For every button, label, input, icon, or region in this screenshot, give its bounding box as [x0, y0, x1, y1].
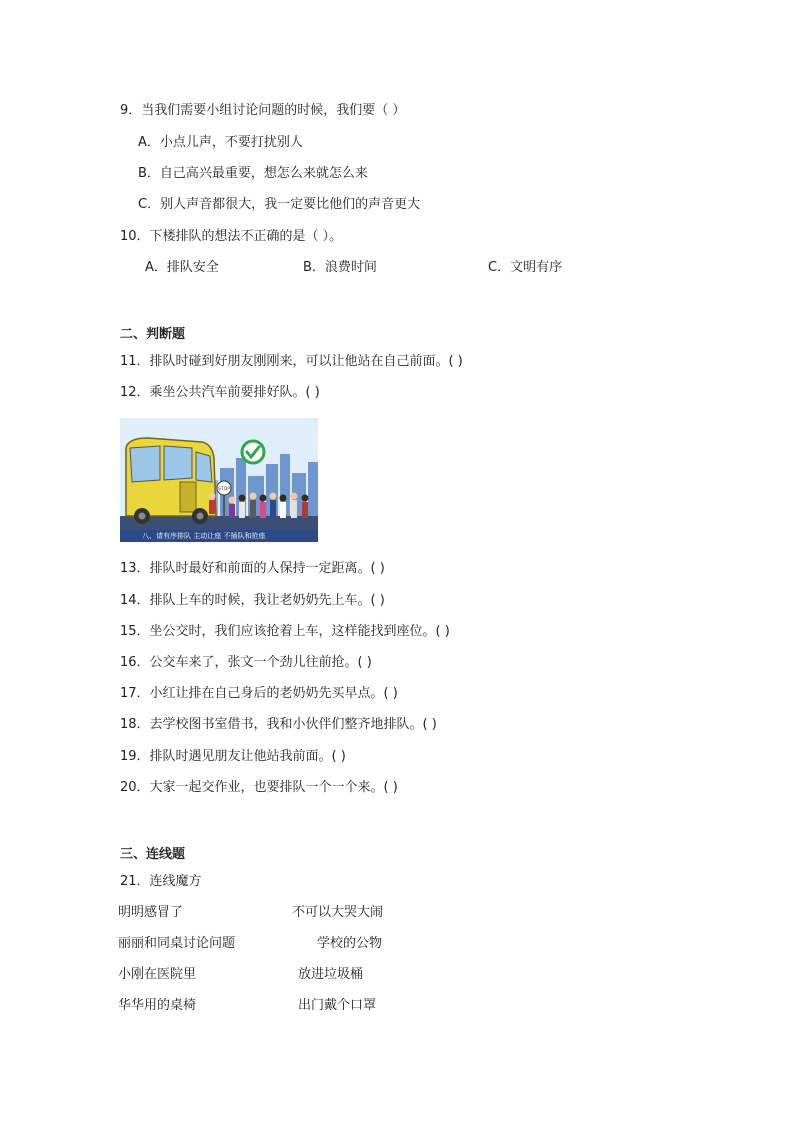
q9-option-c: C．别人声音都很大，我一定要比他们的声音更大 [138, 197, 421, 212]
question-9: 9．当我们需要小组讨论问题的时候，我们要（ ） [120, 103, 406, 118]
q9-option-a: A．小点儿声，不要打扰别人 [138, 135, 303, 150]
match-right-2: 学校的公物 [317, 936, 383, 951]
question-14: 14．排队上车的时候，我让老奶奶先上车。( ) [120, 593, 385, 608]
question-10: 10．下楼排队的想法不正确的是（ ）。 [120, 229, 343, 244]
question-21: 21．连线魔方 [120, 874, 202, 889]
bus-queue-image [120, 418, 318, 542]
section-2-title: 二、判断题 [120, 327, 186, 342]
q9-option-b: B．自己高兴最重要，想怎么来就怎么来 [138, 166, 368, 181]
q10-option-a: A．排队安全 [145, 260, 219, 275]
question-15: 15．坐公交时，我们应该抢着上车，这样能找到座位。( ) [120, 624, 450, 639]
match-right-4: 出门戴个口罩 [298, 998, 377, 1013]
question-16: 16．公交车来了，张文一个劲儿往前抢。( ) [120, 655, 372, 670]
match-left-2: 丽丽和同桌讨论问题 [118, 936, 236, 951]
q10-option-c: C．文明有序 [488, 260, 563, 275]
illustration-caption: 八、请有序排队 主动让座 不插队和抢座 [120, 530, 318, 542]
match-right-1: 不可以大哭大闹 [292, 905, 384, 920]
q10-option-b: B．浪费时间 [303, 260, 377, 275]
section-3-title: 三、连线题 [120, 847, 186, 862]
question-20: 20．大家一起交作业，也要排队一个一个来。( ) [120, 780, 398, 795]
question-19: 19．排队时遇见朋友让他站我前面。( ) [120, 749, 346, 764]
svg-text:STOP: STOP [218, 487, 230, 492]
bus-icon [126, 438, 216, 524]
check-mark-icon [242, 441, 264, 463]
match-left-1: 明明感冒了 [118, 905, 184, 920]
match-left-3: 小刚在医院里 [118, 967, 197, 982]
question-13: 13．排队时最好和前面的人保持一定距离。( ) [120, 561, 385, 576]
question-12: 12．乘坐公共汽车前要排好队。( ) [120, 385, 320, 400]
match-right-3: 放进垃圾桶 [298, 967, 364, 982]
match-left-4: 华华用的桌椅 [118, 998, 197, 1013]
question-17: 17．小红让排在自己身后的老奶奶先买早点。( ) [120, 686, 398, 701]
bus-queue-illustration [120, 418, 318, 542]
question-11: 11．排队时碰到好朋友刚刚来，可以让他站在自己前面。( ) [120, 354, 463, 369]
question-18: 18．去学校图书室借书，我和小伙伴们整齐地排队。( ) [120, 717, 437, 732]
